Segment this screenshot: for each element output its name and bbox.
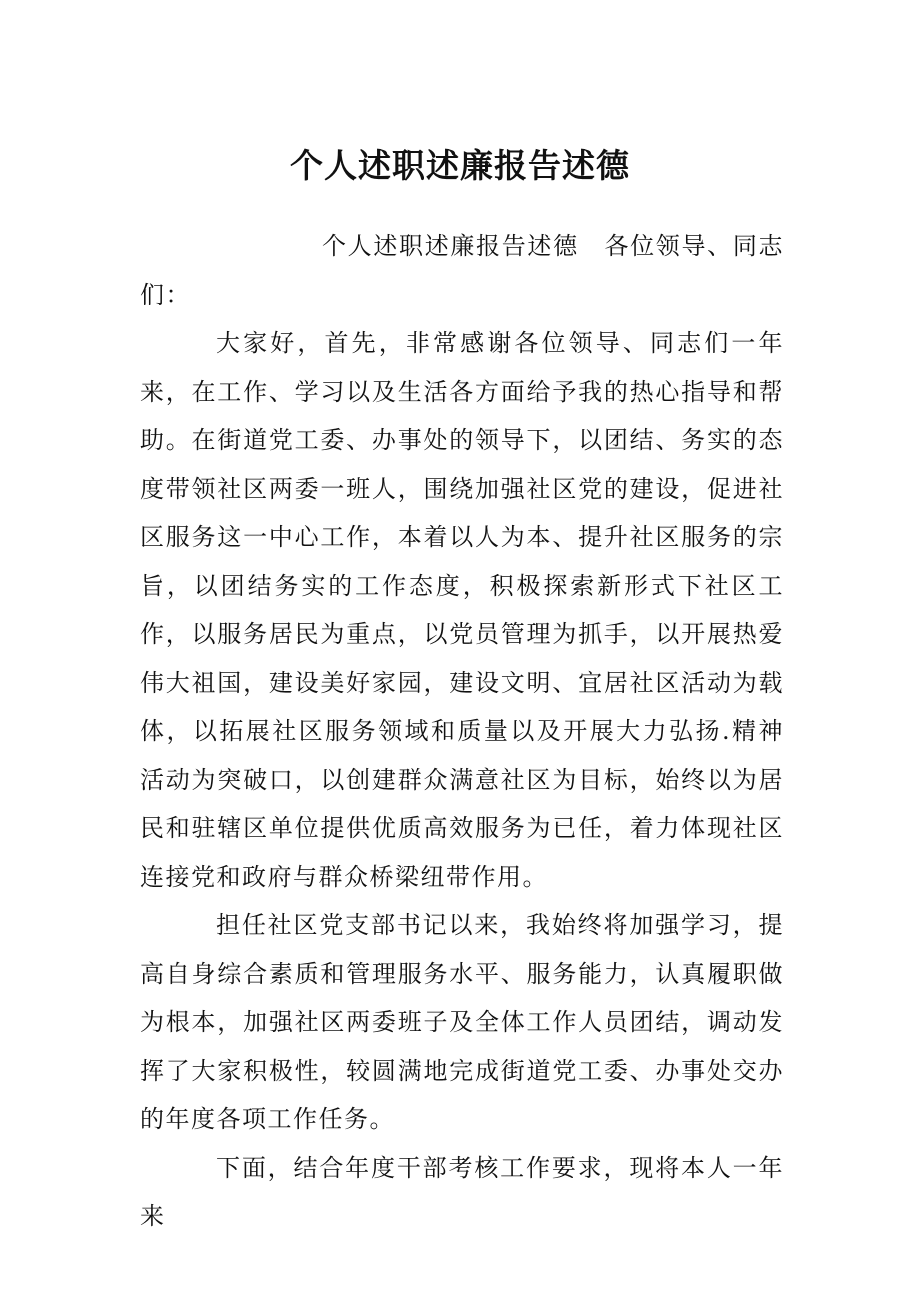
intro-paragraph: 个人述职述廉报告述德 各位领导、同志们： [140,232,784,309]
document-title: 个人述职述廉报告述德 [290,146,630,185]
document-body [140,222,784,1241]
body-paragraph-3: 下面，结合年度干部考核工作要求，现将本人一年来 [140,1153,784,1230]
body-paragraph-2: 担任社区党支部书记以来，我始终将加强学习，提高自身综合素质和管理服务水平、服务能力，认真履职做为根本，加强社区两委班子及全体工作人员团结，调动发挥了大家积极性，较圆满地完成街道党工委、办事处交办的年度各项工作任务。 [140,911,784,1133]
body-paragraph-1: 大家好，首先，非常感谢各位领导、同志们一年来，在工作、学习以及生活各方面给予我的热心指导和帮助。在街道党工委、办事处的领导下，以团结、务实的态度带领社区两委一班人，围绕加强社区党的建设，促进社区服务这一中心工作，本着以人为本、提升社区服务的宗旨，以团结务实的工作态度，积极探索新形式下社区工作，以服务居民为重点，以党员管理为抓手，以开展热爱伟大祖国，建设美好家园，建设文明、宜居社区活动为载体，以拓展社区服务领域和质量以及开展大力弘扬.精神活动为突破口，以创建群众满意社区为目标，始终以为居民和驻辖区单位提供优质高效服务为已任，着力体现社区连接党和政府与群众桥梁纽带作用。 [140,329,784,891]
